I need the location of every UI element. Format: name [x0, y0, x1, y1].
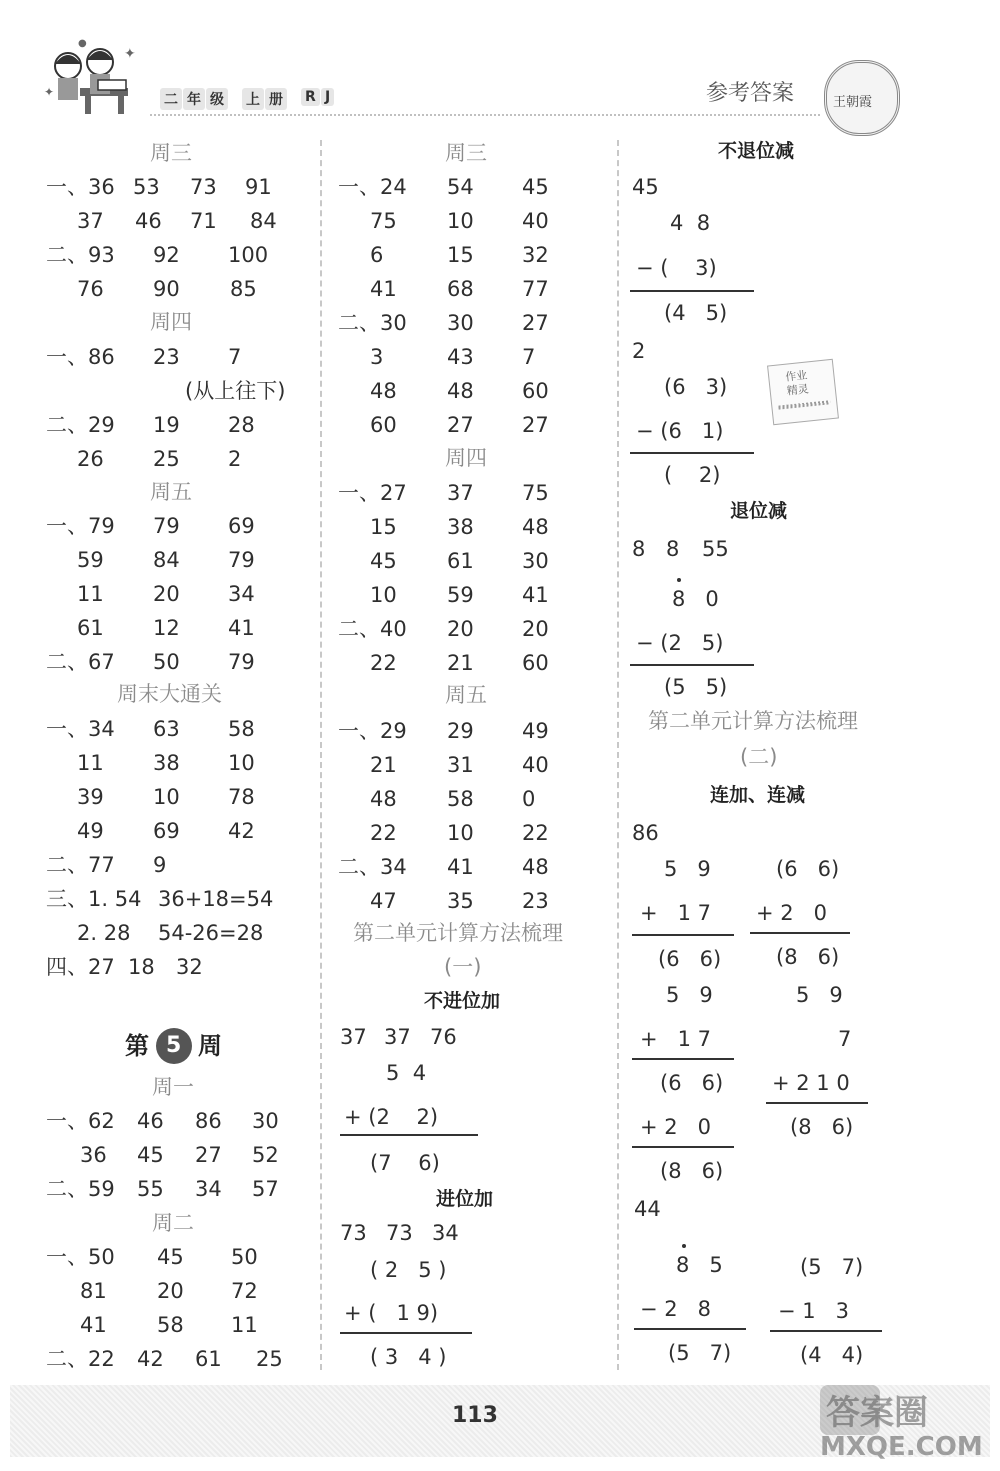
answer-cell: 一、86 [46, 345, 115, 369]
answer-cell: 27 [522, 413, 549, 437]
answer-cell: 53 [133, 175, 160, 199]
section-title-weekend: 周末大通关 [117, 682, 222, 706]
answer-cell: 30 [522, 549, 549, 573]
answer-cell: 86 [195, 1109, 222, 1133]
answer-cell: 二、67 [46, 650, 115, 674]
vertical-addend: 5 9 [666, 983, 713, 1007]
answer-cell: 69 [153, 819, 180, 843]
vertical-sum: (8 6) [660, 1159, 724, 1183]
answer-cell: 84 [153, 548, 180, 572]
answer-cell: 21 [447, 651, 474, 675]
header-divider [150, 114, 820, 116]
answer-cell: 2 [228, 447, 242, 471]
kids-reading-illustration [38, 36, 148, 118]
answer-cell: 11 [77, 751, 104, 775]
vertical-sum: (6 6) [660, 1071, 724, 1095]
vertical-addend: + 1 7 [640, 1027, 712, 1051]
vertical-subtrahend: − 2 8 [640, 1297, 712, 1321]
method-title-2: 第二单元计算方法梳理 [648, 709, 858, 733]
answer-cell: 27 [447, 413, 474, 437]
answer-cell: 44 [634, 1197, 661, 1221]
answer-cell: 61 [195, 1347, 222, 1371]
answer-cell: 60 [522, 651, 549, 675]
difference-line [770, 1330, 882, 1332]
answer-cell: 79 [228, 650, 255, 674]
answer-cell: 一、24 [338, 175, 407, 199]
answer-cell: 39 [77, 785, 104, 809]
sum-line [340, 1332, 472, 1334]
answer-cell: 6 [370, 243, 384, 267]
answer-cell: 35 [447, 889, 474, 913]
column-divider-right [617, 140, 619, 1370]
no-carry-heading: 不进位加 [424, 990, 501, 1012]
vertical-minuend: 8 5 [676, 1253, 723, 1277]
answer-cell: 28 [228, 413, 255, 437]
answer-cell: 一、29 [338, 719, 407, 743]
vertical-minuend: 4 8 [670, 211, 711, 235]
answer-cell: 31 [447, 753, 474, 777]
answer-cell: 一、62 [46, 1109, 115, 1133]
answer-cell: 9 [153, 853, 167, 877]
answer-cell: 45 [370, 549, 397, 573]
answer-cell: 26 [77, 447, 104, 471]
answer-cell: 72 [231, 1279, 258, 1303]
answer-cell: 一、36 [46, 175, 115, 199]
answer-cell: 三、1. 54 [46, 887, 142, 911]
answer-cell: 25 [153, 447, 180, 471]
answer-cell: 11 [77, 582, 104, 606]
answer-cell: 60 [522, 379, 549, 403]
svg-text:✦: ✦ [124, 46, 136, 62]
difference-line [630, 452, 754, 454]
answer-cell: 47 [370, 889, 397, 913]
answer-cell: 73 [340, 1221, 367, 1245]
grade-char-7: J [321, 88, 334, 106]
carry-heading: 进位加 [436, 1188, 494, 1210]
answer-cell: 49 [522, 719, 549, 743]
answer-cell: 12 [153, 616, 180, 640]
answer-cell: 46 [135, 209, 162, 233]
answer-cell: 91 [245, 175, 272, 199]
answer-cell: 41 [80, 1313, 107, 1337]
vertical-minuend: (5 7) [800, 1255, 864, 1279]
brand-logo-text: 王朝霞 [833, 95, 873, 110]
sum-line [340, 1134, 478, 1136]
answer-cell: 二、77 [46, 853, 115, 877]
section-title-thu-2: 周四 [445, 446, 487, 470]
answer-cell: 52 [252, 1143, 279, 1167]
svg-text:✦: ✦ [44, 85, 55, 99]
answer-cell: 85 [230, 277, 257, 301]
answer-cell: 21 [370, 753, 397, 777]
answer-cell: 76 [430, 1025, 457, 1049]
method-subtitle-1: (一) [444, 955, 482, 979]
answer-cell: 7 [228, 345, 242, 369]
answer-cell: 48 [370, 787, 397, 811]
answer-cell: 55 [137, 1177, 164, 1201]
answer-cell: 二、59 [46, 1177, 115, 1201]
section-title-wed: 周三 [150, 141, 192, 165]
answer-cell: 69 [228, 514, 255, 538]
section-title-thu: 周四 [150, 310, 192, 334]
answer-cell: 45 [632, 175, 659, 199]
vertical-minuend: 8 0 [672, 587, 719, 611]
answer-cell: 36+18=54 [158, 887, 274, 911]
vertical-sum: (7 6) [370, 1151, 440, 1175]
sum-line [750, 932, 850, 934]
answer-cell: 45 [137, 1143, 164, 1167]
vertical-subtrahend: − 1 3 [778, 1299, 850, 1323]
week-label-pre: 第 [125, 1032, 149, 1060]
answer-cell: 四、27 [46, 955, 115, 979]
grade-char-3: 级 [206, 88, 228, 110]
no-borrow-heading: 不退位减 [718, 140, 795, 162]
watermark-text: 答案圈 [826, 1393, 928, 1433]
answer-cell: 45 [522, 175, 549, 199]
answer-cell: 76 [77, 277, 104, 301]
answer-cell: 43 [447, 345, 474, 369]
answer-cell: 34 [228, 582, 255, 606]
vertical-addend: 5 9 [664, 857, 711, 881]
answer-cell: 77 [522, 277, 549, 301]
answer-cell: 37 [340, 1025, 367, 1049]
vertical-addend: + 2 1 0 [772, 1071, 850, 1095]
answer-cell: 15 [447, 243, 474, 267]
vertical-addend: (6 6) [776, 857, 840, 881]
vertical-subtrahend: − (2 5) [636, 631, 724, 655]
answer-cell: 48 [522, 855, 549, 879]
answer-cell: 38 [153, 751, 180, 775]
section-title-fri: 周五 [150, 480, 192, 504]
answer-cell: 11 [231, 1313, 258, 1337]
answer-cell: 92 [153, 243, 180, 267]
answer-cell: 22 [522, 821, 549, 845]
stamp-fine-print [778, 400, 830, 409]
vertical-addend: 5 9 [796, 983, 843, 1007]
answer-cell: 37 [384, 1025, 411, 1049]
answer-cell: 40 [522, 209, 549, 233]
answer-cell: 42 [137, 1347, 164, 1371]
answer-cell: 49 [77, 819, 104, 843]
vertical-sum: (6 6) [658, 947, 722, 971]
grade-char-2: 年 [183, 88, 205, 110]
answer-cell: 0 [522, 787, 536, 811]
watermark-url: MXQE.COM [820, 1432, 983, 1462]
answer-cell: 84 [250, 209, 277, 233]
answer-cell: 10 [370, 583, 397, 607]
answer-cell: 37 [447, 481, 474, 505]
answer-cell: 18 [128, 955, 155, 979]
answer-cell: 40 [522, 753, 549, 777]
answer-cell: 一、27 [338, 481, 407, 505]
vertical-addend: + ( 1 9) [344, 1301, 439, 1325]
answer-cell: 79 [153, 514, 180, 538]
answer-cell: 79 [228, 548, 255, 572]
section-title-fri-2: 周五 [445, 683, 487, 707]
borrow-dot [677, 578, 681, 582]
answer-cell: 3 [370, 345, 384, 369]
difference-line [630, 290, 754, 292]
column-divider-left [320, 140, 322, 1370]
sum-line [632, 1058, 734, 1060]
answer-cell: 81 [80, 1279, 107, 1303]
answer-cell: 45 [157, 1245, 184, 1269]
answer-cell: 20 [522, 617, 549, 641]
answer-cell: 38 [447, 515, 474, 539]
vertical-addend: 5 4 [386, 1061, 427, 1085]
answer-cell: 30 [447, 311, 474, 335]
vertical-addend: + 2 0 [640, 1115, 712, 1139]
section-title-wed-2: 周三 [445, 141, 487, 165]
vertical-sum: (8 6) [790, 1115, 854, 1139]
answer-cell: 86 [632, 821, 659, 845]
answer-cell: 20 [153, 582, 180, 606]
borrow-dot [682, 1244, 686, 1248]
answer-cell: 90 [153, 277, 180, 301]
vertical-difference: (4 4) [800, 1343, 864, 1367]
answer-cell: 二、93 [46, 243, 115, 267]
answer-cell: 10 [447, 209, 474, 233]
answer-cell: 58 [228, 717, 255, 741]
ref-answer-title: 参考答案 [706, 81, 795, 106]
answer-cell: 10 [153, 785, 180, 809]
answer-cell: 75 [370, 209, 397, 233]
method-subtitle-2: (二) [740, 745, 778, 769]
answer-cell: 59 [447, 583, 474, 607]
page-number: 113 [452, 1403, 498, 1428]
answer-cell: 32 [176, 955, 203, 979]
answer-cell: 41 [228, 616, 255, 640]
answer-cell: 25 [256, 1347, 283, 1371]
vertical-sum: (8 6) [776, 945, 840, 969]
answer-cell: 58 [157, 1313, 184, 1337]
grade-char-4: 上 [242, 88, 264, 110]
answer-cell: 一、50 [46, 1245, 115, 1269]
answer-cell: 54 [447, 175, 474, 199]
answer-cell: 41 [522, 583, 549, 607]
answer-cell: 57 [252, 1177, 279, 1201]
answer-cell: 48 [447, 379, 474, 403]
answer-cell: 10 [447, 821, 474, 845]
answer-cell: 37 [77, 209, 104, 233]
answer-cell: 2. 28 [77, 921, 131, 945]
stamp-line-1: 作业 [784, 368, 808, 384]
answer-cell: 41 [370, 277, 397, 301]
vertical-sum: ( 3 4 ) [370, 1345, 447, 1369]
answer-cell: 60 [370, 413, 397, 437]
section-title-tue: 周二 [152, 1211, 194, 1235]
answer-cell: 二、29 [46, 413, 115, 437]
answer-cell: 二、40 [338, 617, 407, 641]
vertical-minuend: (6 3) [664, 375, 728, 399]
week-number: 5 [166, 1033, 182, 1058]
answer-cell: 15 [370, 515, 397, 539]
vertical-difference: ( 2) [664, 463, 721, 487]
answer-cell: 19 [153, 413, 180, 437]
answer-cell: 42 [228, 819, 255, 843]
answer-cell: 48 [522, 515, 549, 539]
answer-cell: 100 [228, 243, 269, 267]
answer-cell: 48 [370, 379, 397, 403]
consecutive-heading: 连加、连减 [710, 784, 806, 806]
grade-char-6: R [301, 88, 320, 106]
answer-cell: 61 [77, 616, 104, 640]
vertical-addend: ( 2 5 ) [370, 1258, 447, 1282]
answer-cell: 55 [702, 537, 729, 561]
sum-line [632, 934, 734, 936]
answer-cell: 54-26=28 [158, 921, 264, 945]
answer-cell: 61 [447, 549, 474, 573]
week-label-post: 周 [198, 1032, 222, 1060]
vertical-addend: 7 [838, 1027, 852, 1051]
vertical-addend: + (2 2) [344, 1105, 439, 1129]
answer-cell: 46 [137, 1109, 164, 1133]
vertical-subtrahend: − (6 1) [636, 419, 724, 443]
stamp-line-2: 精灵 [786, 382, 810, 398]
homework-stamp [767, 359, 839, 426]
answer-cell: 34 [195, 1177, 222, 1201]
answer-cell: 20 [447, 617, 474, 641]
answer-cell: 71 [190, 209, 217, 233]
vertical-difference: (4 5) [664, 301, 728, 325]
answer-cell: 23 [153, 345, 180, 369]
svg-text:●: ● [78, 38, 87, 49]
answer-cell: 二、34 [338, 855, 407, 879]
answer-cell: 59 [77, 548, 104, 572]
sum-line [766, 1102, 868, 1104]
answer-cell: 二、22 [46, 1347, 115, 1371]
answer-cell: 63 [153, 717, 180, 741]
answer-cell: 68 [447, 277, 474, 301]
answer-cell: 27 [522, 311, 549, 335]
answer-cell: 二、30 [338, 311, 407, 335]
answer-cell: 一、34 [46, 717, 115, 741]
answer-cell: 2 [632, 339, 646, 363]
vertical-addend: + 1 7 [640, 901, 712, 925]
vertical-difference: (5 5) [664, 675, 728, 699]
vertical-addend: + 2 0 [756, 901, 828, 925]
answer-cell: 36 [80, 1143, 107, 1167]
answer-cell: 58 [447, 787, 474, 811]
answer-cell: 73 [386, 1221, 413, 1245]
answer-cell: 10 [228, 751, 255, 775]
answer-cell: 30 [252, 1109, 279, 1133]
answer-cell: 23 [522, 889, 549, 913]
answer-cell: 8 [666, 537, 680, 561]
answer-cell: 一、79 [46, 514, 115, 538]
answer-cell: 34 [432, 1221, 459, 1245]
sum-line [632, 1146, 734, 1148]
answer-cell: 78 [228, 785, 255, 809]
answer-cell: 73 [190, 175, 217, 199]
answer-cell: 50 [231, 1245, 258, 1269]
borrow-heading: 退位减 [730, 500, 788, 522]
grade-char-1: 二 [160, 88, 182, 110]
section-title-mon: 周一 [152, 1075, 194, 1099]
difference-line [630, 664, 754, 666]
answer-cell: 29 [447, 719, 474, 743]
answer-cell: 8 [632, 537, 646, 561]
answer-cell: 20 [157, 1279, 184, 1303]
answer-cell: 75 [522, 481, 549, 505]
answer-cell: 27 [195, 1143, 222, 1167]
vertical-difference: (5 7) [668, 1341, 732, 1365]
answer-cell: 22 [370, 821, 397, 845]
order-note: (从上往下) [185, 379, 286, 403]
difference-line [634, 1328, 746, 1330]
method-title-1: 第二单元计算方法梳理 [353, 921, 563, 945]
answer-cell: 50 [153, 650, 180, 674]
answer-cell: 32 [522, 243, 549, 267]
answer-cell: 41 [447, 855, 474, 879]
answer-cell: 7 [522, 345, 536, 369]
grade-char-5: 册 [265, 88, 287, 110]
vertical-subtrahend: − ( 3) [636, 256, 717, 280]
answer-cell: 22 [370, 651, 397, 675]
